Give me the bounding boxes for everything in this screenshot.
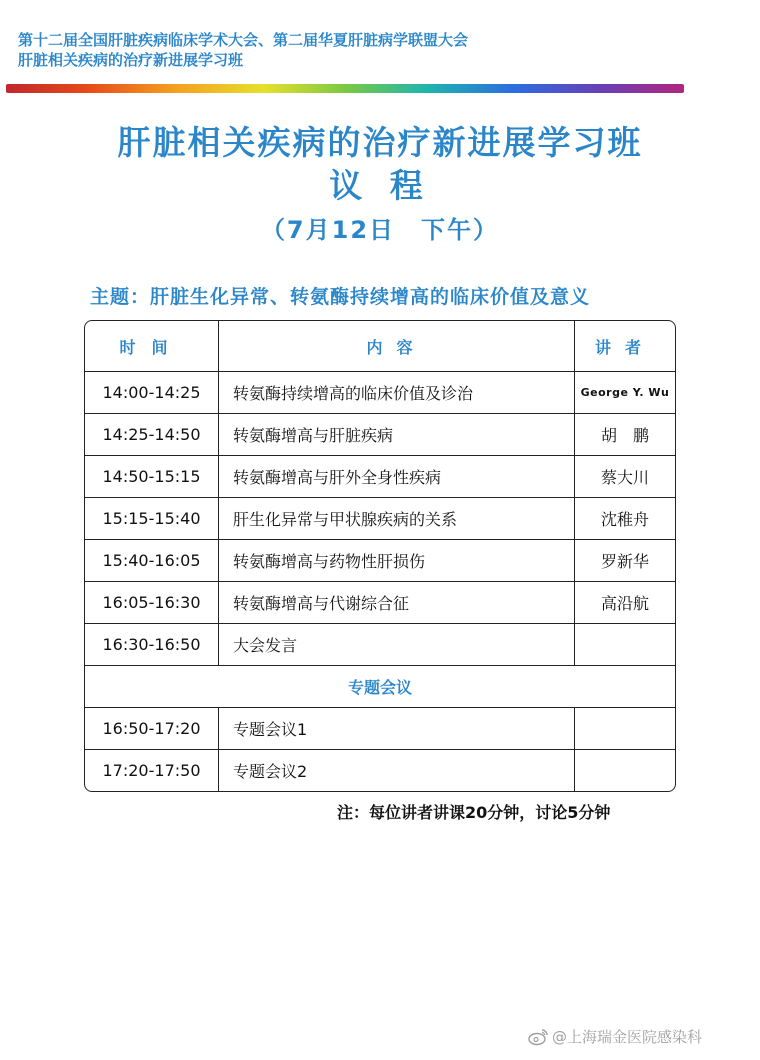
row-time: 16:30-16:50 [85, 624, 219, 665]
watermark [528, 1026, 702, 1047]
row-time: 15:40-16:05 [85, 540, 219, 581]
row-time: 16:05-16:30 [85, 582, 219, 623]
row-speaker: 沈稚舟 [600, 510, 649, 529]
row-speaker: George Y. Wu [580, 386, 670, 399]
header-content: 内容 [219, 321, 575, 371]
table-row [85, 371, 675, 413]
header-time: 时间 [85, 321, 219, 371]
table-row [85, 497, 675, 539]
row-time: 15:15-15:40 [85, 498, 219, 539]
row-speaker [575, 750, 675, 791]
course-name: 肝脏相关疾病的治疗新进展学习班 [18, 51, 244, 69]
row-time: 14:50-15:15 [85, 456, 219, 497]
row-speaker [575, 708, 675, 749]
table-header-row [85, 321, 675, 371]
table-row [85, 707, 675, 749]
row-speaker: 蔡大川 [600, 468, 649, 487]
header-speaker: 讲者 [594, 337, 655, 357]
watermark-text: @上海瑞金医院感染科 [552, 1028, 703, 1046]
row-speaker [575, 624, 675, 665]
row-content: 转氨酶增高与肝外全身性疾病 [219, 456, 575, 497]
row-time: 14:00-14:25 [85, 372, 219, 413]
table-row [85, 413, 675, 455]
row-time: 14:25-14:50 [85, 414, 219, 455]
conference-header [18, 30, 468, 70]
row-content: 转氨酶增高与代谢综合征 [219, 582, 575, 623]
section-row [85, 665, 675, 707]
page-title: 肝脏相关疾病的治疗新进展学习班 [117, 123, 643, 162]
table-row [85, 539, 675, 581]
row-speaker: 胡 鹏 [600, 426, 649, 445]
session-theme: 主题：肝脏生化异常、转氨酶持续增高的临床价值及意义 [90, 286, 591, 308]
row-content: 转氨酶增高与肝脏疾病 [219, 414, 575, 455]
row-content: 肝生化异常与甲状腺疾病的关系 [219, 498, 575, 539]
row-content: 专题会议2 [219, 750, 575, 791]
conference-name: 第十二届全国肝脏疾病临床学术大会、第二届华夏肝脏病学联盟大会 [18, 31, 469, 49]
row-speaker: 罗新华 [600, 552, 649, 571]
agenda-table [84, 320, 676, 792]
rainbow-divider [6, 84, 684, 93]
page-subtitle: 议 程 [329, 166, 431, 205]
table-row [85, 623, 675, 665]
section-title: 专题会议 [347, 678, 412, 697]
table-row [85, 581, 675, 623]
row-content: 专题会议1 [219, 708, 575, 749]
weibo-icon [528, 1028, 548, 1046]
row-content: 转氨酶持续增高的临床价值及诊治 [219, 372, 575, 413]
table-row [85, 749, 675, 791]
row-content: 转氨酶增高与药物性肝损伤 [219, 540, 575, 581]
row-time: 17:20-17:50 [85, 750, 219, 791]
row-time: 16:50-17:20 [85, 708, 219, 749]
session-date: （7月12日 下午） [260, 216, 500, 244]
schedule-note: 注：每位讲者讲课20分钟，讨论5分钟 [337, 803, 611, 822]
row-speaker: 高沿航 [600, 594, 649, 613]
table-row [85, 455, 675, 497]
row-content: 大会发言 [219, 624, 575, 665]
